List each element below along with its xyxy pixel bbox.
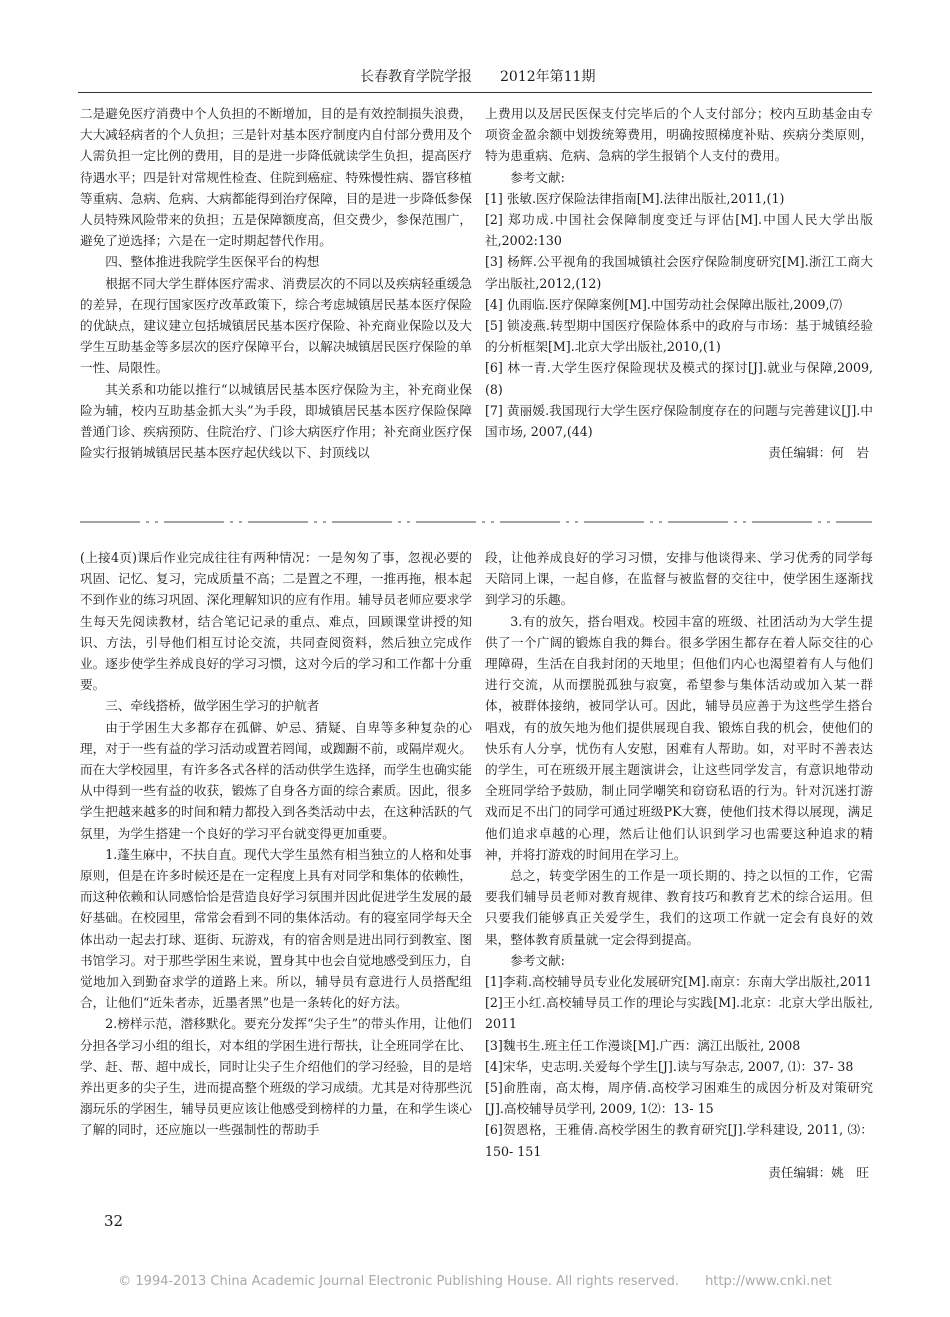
reference-item: [3]魏书生.班主任工作漫谈[M].广西：漓江出版社, 2008 [485,1037,801,1053]
section-heading: 三、牵线搭桥，做学困生学习的护航者 [105,698,320,714]
references-title: 参考文献: [510,952,565,968]
paragraph: 1.蓬生麻中，不扶自直。现代大学生虽然有相当独立的人格和处事原则，但是在许多时候还是在一定程度上具有对同学和集体的依赖性，而这种依赖和认同感恰恰是营造良好学习氛围并因此促进学生发展的最好基础。在校园里，常常会看到不同的集体活动。有的寝室同学每天全体出动一起去打球、逛街、玩游戏，有的宿舍则是进出同行到教室、图书馆学习。对于那些学困生来说，置身其中也会自觉地感受到压力，自觉地加入到勤奋求学的道路上来。所以，辅导员有意进行人员搭配组合，让他们“近朱者赤，近墨者黑”也是一条转化的好方法。 [80,846,472,1011]
article-a-column-right [485,103,873,463]
reference-item: [5]俞胜南，高太梅，周序倩.高校学习困难生的成因分析及对策研究[J].高校辅导员学刊, 2009, 1⑵：13- 15 [485,1080,873,1117]
copyright-footer: © 1994-2013 China Academic Journal Electronic Publishing House. All rights reserved. http://www.cnki.net [118,1274,832,1289]
reference-item: [5] 锁凌燕.转型期中国医疗保险体系中的政府与市场：基于城镇经验的分析框架[M].北京大学出版社,2010,(1) [485,318,873,355]
issue-label: 2012年第11期 [500,69,596,85]
references-title: 参考文献: [510,169,565,185]
header-rule [78,92,872,93]
reference-item: [3] 杨辉.公平视角的我国城镇社会医疗保险制度研究[M].浙江工商大学出版社,2012,(12) [485,254,873,291]
running-header [360,66,623,86]
page-number: 32 [104,1212,124,1230]
paragraph: 段，让他养成良好的学习习惯，安排与他谈得来、学习优秀的同学每天陪同上课，一起自修，在监督与被监督的交往中，使学困生逐渐找到学习的乐趣。 [485,550,873,608]
paragraph: 2.榜样示范，潜移默化。要充分发挥“尖子生”的带头作用，让他们分担各学习小组的组长，对本组的学困生进行帮扶，让全班同学在比、学、赶、帮、超中成长，同时让尖子生介绍他们的学习经验，目的是培养出更多的尖子生，进而提高整个班级的学习成绩。尤其是对待那些沉溺玩乐的学困生，辅导员更应该让他感受到榜样的力量，在和学生谈心了解的同时，还应施以一些强制性的帮助手 [80,1016,472,1138]
paragraph: 其关系和功能以推行“以城镇居民基本医疗保险为主，补充商业保险为辅，校内互助基金抓大头”为手段，即城镇居民基本医疗保险保障普通门诊、疾病预防、住院治疗、门诊大病医疗作用；补充商业医疗保险实行报销城镇居民基本医疗起伏线以下、封顶线以 [80,381,472,461]
reference-item: [1] 张敏.医疗保险法律指南[M].法律出版社,2011,(1) [485,190,785,206]
paragraph: 根据不同大学生群体医疗需求、消费层次的不同以及疾病轻重缓急的差异，在现行国家医疗改革政策下，综合考虑城镇居民基本医疗保险的优缺点，建议建立包括城镇居民基本医疗保险、补充商业保险以及大学生互助基金等多层次的医疗保障平台，以解决城镇居民医疗保险的单一性、局限性。 [80,275,472,376]
reference-item: [1]李莉.高校辅导员专业化发展研究[M].南京：东南大学出版社,2011 [485,974,872,990]
article-a-column-left [80,103,472,463]
paragraph: 二是避免医疗消费中个人负担的不断增加，目的是有效控制损失浪费，大大减轻病者的个人负担；三是针对基本医疗制度内自付部分费用及个人需负担一定比例的费用，目的是进一步降低就读学生负担，提高医疗待遇水平；四是针对常规性检查、住院到癌症、特殊慢性病、器官移植等重病、急病、危病、大病都能得到治疗保障，目的是进一步降低参保人员特殊风险带来的负担；五是保障额度高，但交费少，参保范围广，避免了逆选择；六是在一定时期起替代作用。 [80,106,472,249]
section-divider [80,519,872,525]
paragraph: 总之，转变学困生的工作是一项长期的、持之以恒的工作，它需要我们辅导员老师对教育规律、教育技巧和教育艺术的综合运用。但只要我们能够真正关爱学生，我们的这项工作就一定会有良好的效果，整体教育质量就一定会得到提高。 [485,868,873,947]
article-b-column-left [80,547,472,1141]
paragraph: (上接4页)课后作业完成往往有两种情况：一是匆匆了事，忽视必要的巩固、记忆、复习，完成质量不高；二是置之不理，一推再拖，根本起不到作业的练习巩固、深化理解知识的应有作用。辅导员老师应要求学生每天先阅读教材，结合笔记记录的重点、难点，回顾课堂讲授的知识、方法，引导他们相互讨论交流，共同查阅资料，然后独立完成作业。逐步使学生养成良好的学习习惯，这对今后的学习和工作都十分重要。 [80,550,472,693]
reference-item: [4]宋华，史志明.关爱每个学生[J].读与写杂志, 2007, ⑴：37- 38 [485,1058,854,1074]
responsible-editor: 责任编辑：何 岩 [768,445,869,461]
reference-item: [4] 仇雨临.医疗保障案例[M].中国劳动社会保障出版社,2009,⑺ [485,296,843,312]
reference-item: [6] 林一青.大学生医疗保险现状及模式的探讨[J].就业与保障,2009,(8) [485,360,873,397]
reference-item: [2] 郑功成.中国社会保障制度变迁与评估[M].中国人民大学出版社,2002:130 [485,212,873,249]
responsible-editor: 责任编辑：姚 旺 [768,1164,869,1180]
paragraph: 由于学困生大多都存在孤僻、妒忌、猜疑、自卑等多种复杂的心理，对于一些有益的学习活动或置若罔闻，或踟蹰不前，或隔岸观火。而在大学校园里，有许多各式各样的活动供学生选择，而学生也确实能从中得到一些有益的收获，锻炼了自身各方面的综合素质。因此，很多学生把越来越多的时间和精力都投入到各类活动中去，在这种活跃的气氛里，为学生搭建一个良好的学习平台就变得更加重要。 [80,719,472,841]
paragraph: 上费用以及居民医保支付完毕后的个人支付部分；校内互助基金由专项资金盈余额中划拨统筹费用，明确按照梯度补贴、疾病分类原则，特为患重病、危病、急病的学生报销个人支付的费用。 [485,106,873,164]
journal-title: 长春教育学院学报 [360,69,472,85]
section-heading: 四、整体推进我院学生医保平台的构想 [105,254,320,270]
article-b-column-right [485,547,873,1183]
reference-item: [7] 黄丽媛.我国现行大学生医疗保险制度存在的问题与完善建议[J].中国市场, 2007,(44) [485,402,873,440]
paragraph: 3.有的放矢，搭台唱戏。校园丰富的班级、社团活动为大学生提供了一个广阔的锻炼自我的舞台。很多学困生都存在着人际交往的心理障碍，生活在自我封闭的天地里；但他们内心也渴望着有人与他们进行交流，从而摆脱孤独与寂寞，希望参与集体活动或加入某一群体，被群体接纳，被同学认可。因此，辅导员应善于为这些学生搭台唱戏，有的放矢地为他们提供展现自我、锻炼自我的机会，使他们的快乐有人分享，忧伤有人安慰，困难有人帮助。如，对平时不善表达的学生，可在班级开展主题演讲会，让这些同学发言，有意识地带动全班同学给予鼓励，制止同学嘲笑和窃窃私语的行为。针对沉迷打游戏而足不出门的同学可通过班级PK大赛，使他们技术得以展现，满足他们追求卓越的心理，然后让他们认识到学习也需要这种追求的精神，并将打游戏的时间用在学习上。 [485,613,873,862]
reference-item: [2]王小红.高校辅导员工作的理论与实践[M].北京：北京大学出版社, 2011 [485,995,873,1032]
reference-item: [6]贺恩格，王雅倩.高校学困生的教育研究[J].学科建设, 2011, ⑶：150- 151 [485,1122,873,1159]
